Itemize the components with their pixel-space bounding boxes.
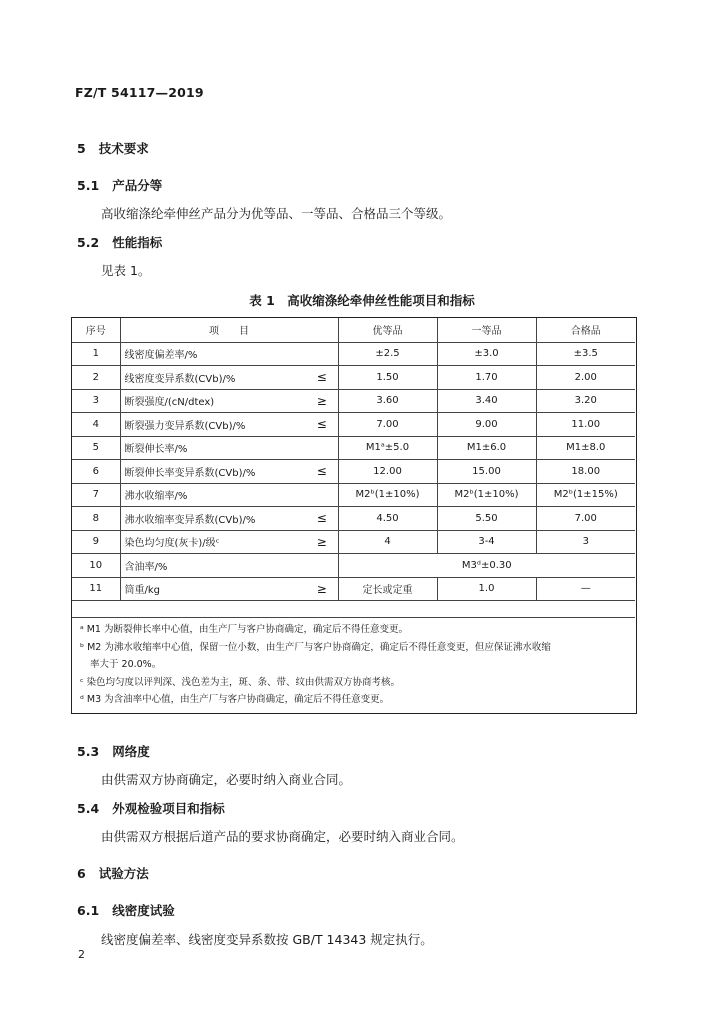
section-6-heading [77, 864, 149, 882]
row-symbol: ≥ [306, 389, 338, 413]
value-first: M1±6.0 [437, 436, 536, 460]
page-number: 2 [78, 948, 85, 961]
table-row [72, 507, 635, 531]
row-number: 10 [72, 554, 120, 578]
row-item: 染色均匀度(灰卡)/级ᶜ [120, 530, 306, 554]
table-row [72, 366, 635, 390]
section-title: 试验方法 [98, 866, 149, 881]
section-number: 6 [77, 866, 86, 881]
section-5-2-text: 见表 1。 [101, 263, 151, 278]
row-symbol: ≤ [306, 366, 338, 390]
value-first: 1.0 [437, 577, 536, 601]
value-superior: 4 [338, 530, 437, 554]
table-row [72, 460, 635, 484]
section-6-1-heading [77, 901, 175, 919]
col-header-item: 项 目 [120, 318, 338, 342]
row-number: 1 [72, 342, 120, 366]
section-5-3-heading [77, 742, 150, 760]
value-qualified: 18.00 [536, 460, 635, 484]
section-title: 线密度试验 [112, 903, 175, 918]
table-note: ᶜ 染色均匀度以评判深、浅色差为主，斑、条、带、纹由供需双方协商考核。 [80, 676, 401, 688]
section-title: 性能指标 [112, 235, 163, 250]
value-first: 15.00 [437, 460, 536, 484]
table-note: 率大于 20.0%。 [90, 659, 162, 670]
value-qualified: 2.00 [536, 366, 635, 390]
value-qualified: 3 [536, 530, 635, 554]
table-note: ᵇ M2 为沸水收缩率中心值，保留一位小数，由生产厂与客户协商确定，确定后不得任意变更，但应保证沸水收缩 [80, 641, 551, 653]
value-first: 1.70 [437, 366, 536, 390]
section-number: 5.3 [77, 744, 100, 759]
row-symbol: ≥ [306, 530, 338, 554]
row-symbol [306, 436, 338, 460]
row-item: 筒重/kg [120, 577, 306, 601]
row-number: 5 [72, 436, 120, 460]
row-number: 11 [72, 577, 120, 601]
section-number: 5.4 [77, 801, 100, 816]
table-header-row [72, 318, 635, 342]
value-superior: 4.50 [338, 507, 437, 531]
value-first: 3.40 [437, 389, 536, 413]
value-qualified: ±3.5 [536, 342, 635, 366]
row-symbol: ≤ [306, 507, 338, 531]
row-item: 线密度偏差率/% [120, 342, 306, 366]
section-5-4-text: 由供需双方根据后道产品的要求协商确定，必要时纳入商业合同。 [101, 829, 464, 844]
row-symbol: ≥ [306, 577, 338, 601]
value-qualified: M2ᵇ(1±15%) [536, 483, 635, 507]
value-first: 5.50 [437, 507, 536, 531]
section-title: 技术要求 [98, 141, 149, 156]
row-number: 9 [72, 530, 120, 554]
standard-code: FZ/T 54117—2019 [75, 85, 204, 100]
col-header-qualified: 合格品 [536, 318, 635, 342]
col-header-superior: 优等品 [338, 318, 437, 342]
section-6-1-text: 线密度偏差率、线密度变异系数按 GB/T 14343 规定执行。 [101, 932, 433, 947]
section-number: 5 [77, 141, 86, 156]
value-qualified: 11.00 [536, 413, 635, 437]
table-row [72, 577, 635, 601]
row-item: 含油率/% [120, 554, 306, 578]
value-first: ±3.0 [437, 342, 536, 366]
value-first: 9.00 [437, 413, 536, 437]
value-superior: ±2.5 [338, 342, 437, 366]
value-superior: M1ᵃ±5.0 [338, 436, 437, 460]
row-number: 6 [72, 460, 120, 484]
row-number: 4 [72, 413, 120, 437]
table-row [72, 342, 635, 366]
row-number: 8 [72, 507, 120, 531]
row-item: 断裂强力变异系数(CVb)/% [120, 413, 306, 437]
row-item: 断裂强度/(cN/dtex) [120, 389, 306, 413]
section-number: 5.1 [77, 178, 100, 193]
section-5-2-heading [77, 233, 162, 251]
value-superior: 3.60 [338, 389, 437, 413]
section-5-1-text: 高收缩涤纶牵伸丝产品分为优等品、一等品、合格品三个等级。 [101, 206, 452, 221]
spec-table [72, 318, 635, 601]
table-notes [72, 617, 635, 714]
value-superior: 12.00 [338, 460, 437, 484]
section-title: 网络度 [112, 744, 150, 759]
table-row [72, 483, 635, 507]
spec-table-container [71, 317, 637, 714]
value-qualified: — [536, 577, 635, 601]
row-item: 断裂伸长率/% [120, 436, 306, 460]
section-number: 5.2 [77, 235, 100, 250]
row-symbol: ≤ [306, 460, 338, 484]
col-header-first: 一等品 [437, 318, 536, 342]
table-row [72, 413, 635, 437]
value-superior: 7.00 [338, 413, 437, 437]
table-row [72, 389, 635, 413]
row-symbol [306, 342, 338, 366]
value-superior: 1.50 [338, 366, 437, 390]
section-title: 外观检验项目和指标 [112, 801, 225, 816]
section-5-3-text: 由供需双方协商确定，必要时纳入商业合同。 [101, 772, 352, 787]
value-superior: 定长或定重 [338, 577, 437, 601]
row-item: 线密度变异系数(CVb)/% [120, 366, 306, 390]
row-number: 2 [72, 366, 120, 390]
table-note: ᵈ M3 为含油率中心值，由生产厂与客户协商确定，确定后不得任意变更。 [80, 694, 390, 705]
table-caption: 表 1 高收缩涤纶牵伸丝性能项目和指标 [249, 293, 475, 308]
row-item: 沸水收缩率/% [120, 483, 306, 507]
section-title: 产品分等 [112, 178, 163, 193]
section-5-heading [77, 139, 149, 157]
value-superior: M2ᵇ(1±10%) [338, 483, 437, 507]
value-qualified: 3.20 [536, 389, 635, 413]
row-symbol: ≤ [306, 413, 338, 437]
row-symbol [306, 554, 338, 578]
row-number: 3 [72, 389, 120, 413]
row-number: 7 [72, 483, 120, 507]
table-row [72, 554, 635, 578]
row-symbol [306, 483, 338, 507]
value-qualified: 7.00 [536, 507, 635, 531]
value-first: 3-4 [437, 530, 536, 554]
col-header-no: 序号 [72, 318, 120, 342]
section-5-1-heading [77, 176, 162, 194]
value-qualified: M1±8.0 [536, 436, 635, 460]
table-note: ᵃ M1 为断裂伸长率中心值，由生产厂与客户协商确定，确定后不得任意变更。 [80, 624, 409, 635]
row-item: 沸水收缩率变异系数(CVb)/% [120, 507, 306, 531]
section-5-4-heading [77, 799, 225, 817]
value-merged: M3ᵈ±0.30 [338, 554, 635, 578]
section-number: 6.1 [77, 903, 100, 918]
table-row [72, 530, 635, 554]
value-first: M2ᵇ(1±10%) [437, 483, 536, 507]
table-row [72, 436, 635, 460]
row-item: 断裂伸长率变异系数(CVb)/% [120, 460, 306, 484]
